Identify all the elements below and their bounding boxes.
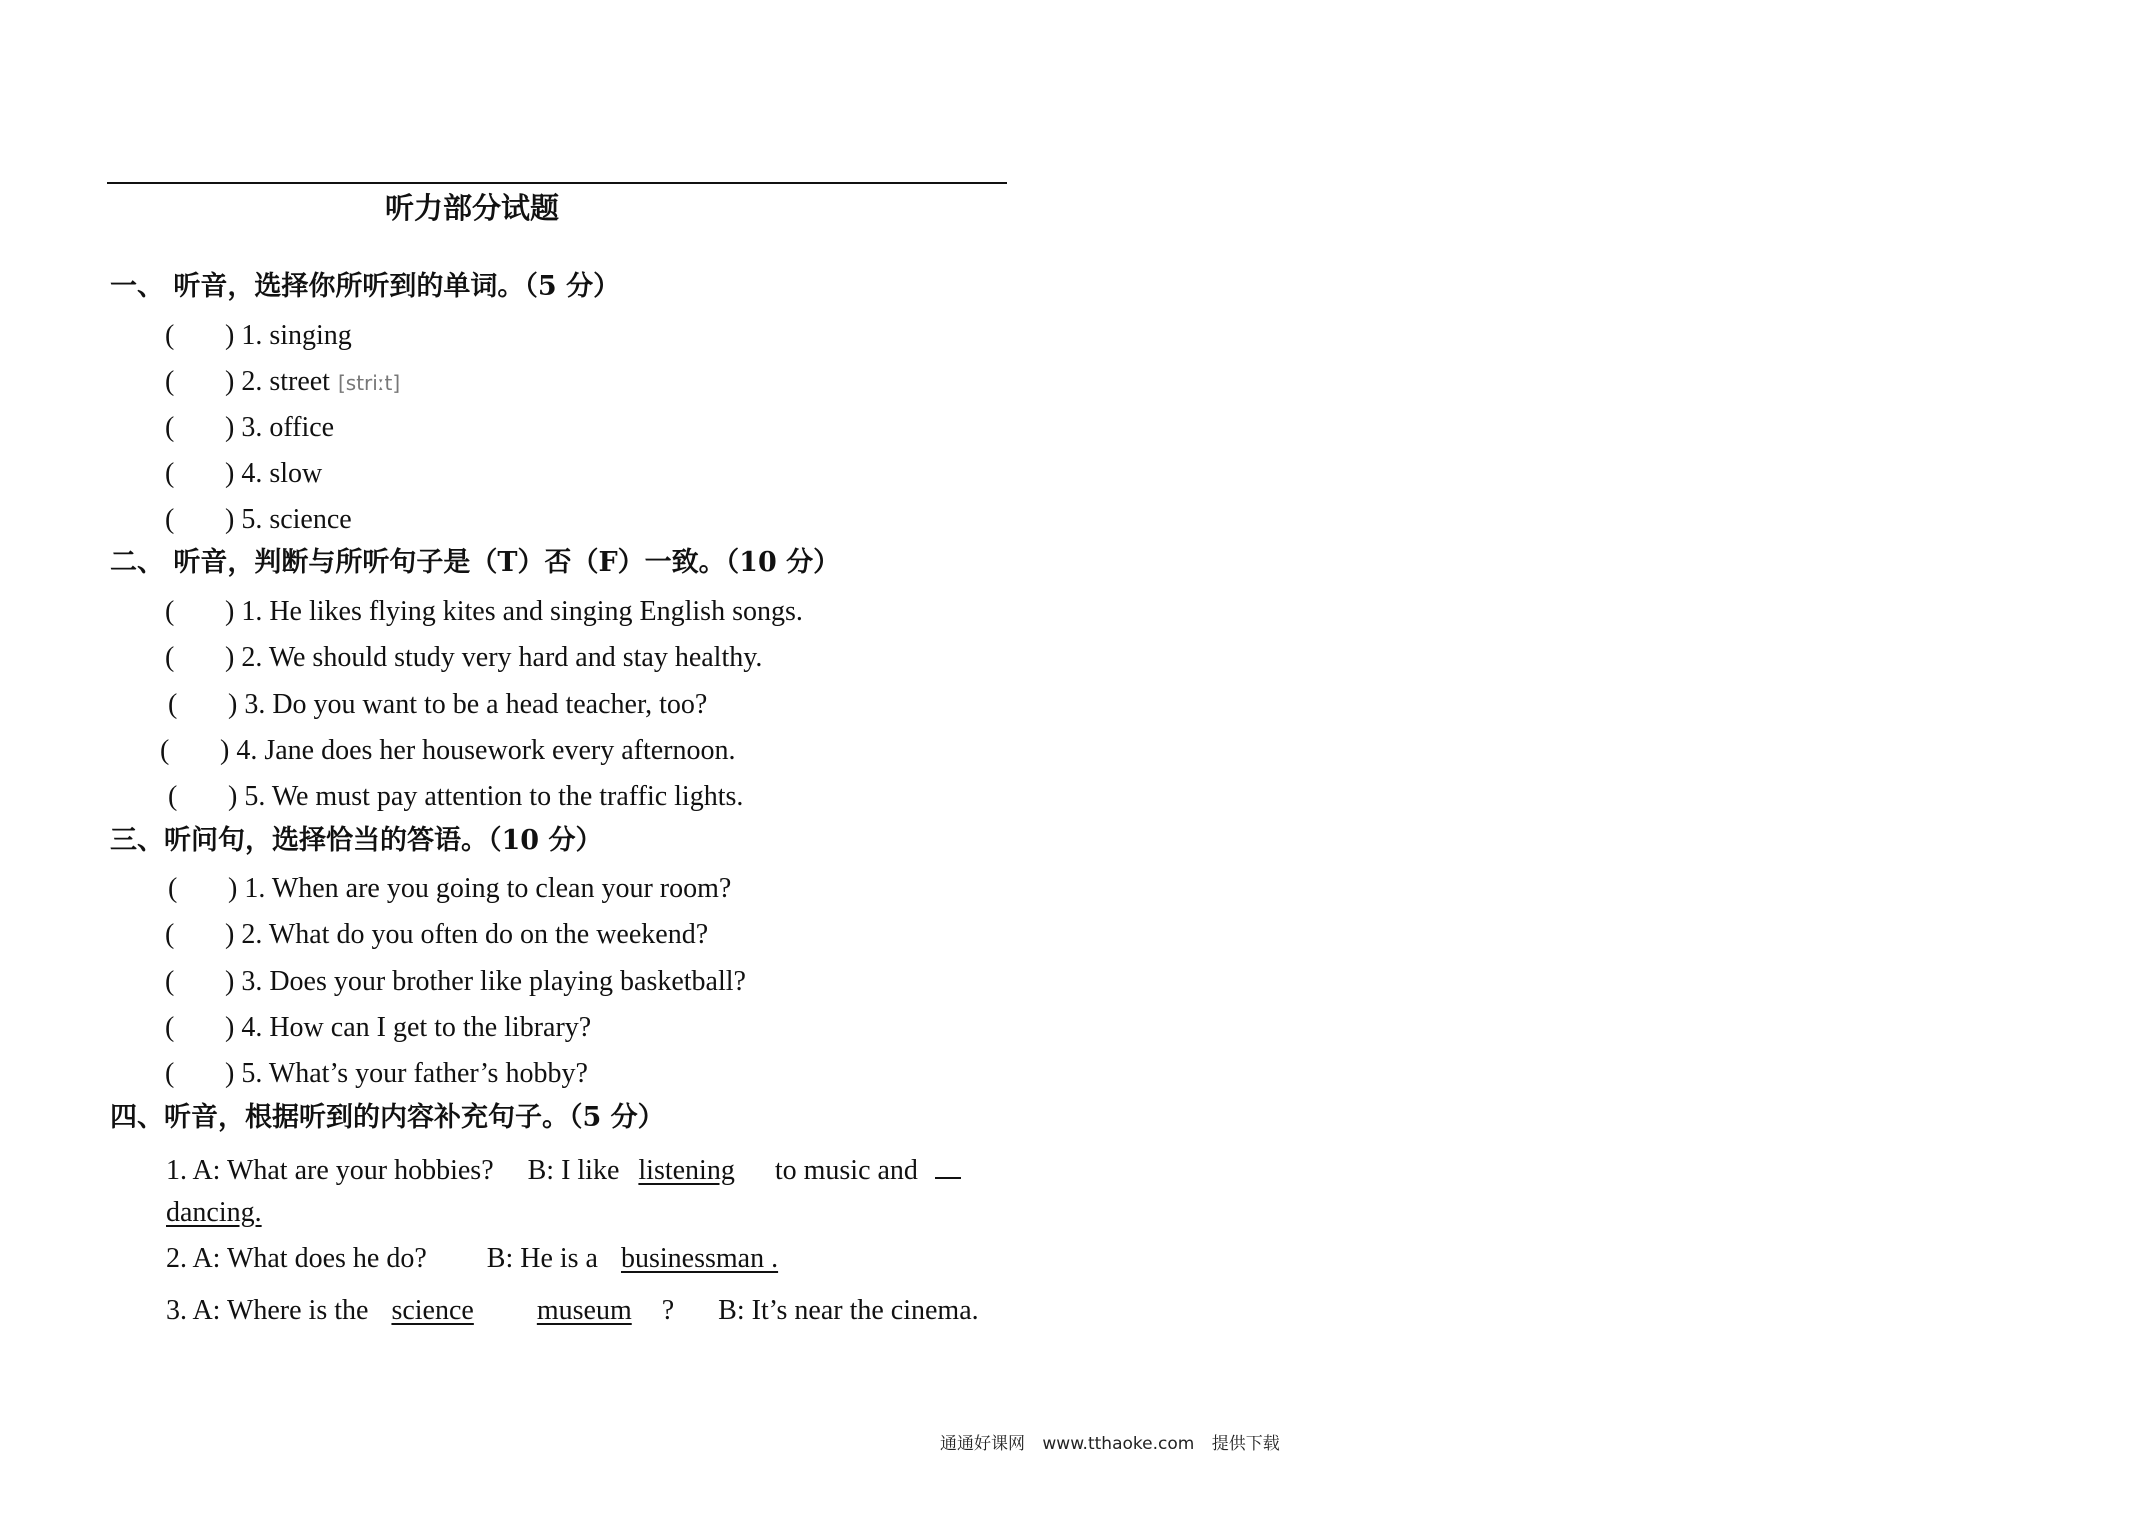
s2-item-3: ( ) 3. Do you want to be a head teacher, too?	[168, 689, 708, 720]
footer-suffix: 提供下载	[1211, 1434, 1280, 1454]
section3-heading: 三、听问句，选择恰当的答语。（10 分）	[110, 825, 603, 856]
s4-q3-line: 3. A: Where is the science museum ? B: It’s near the cinema.	[166, 1293, 979, 1329]
s4-q1-line: 1. A: What are your hobbies? B: I like listening to music and	[166, 1149, 961, 1189]
top-divider	[107, 182, 1007, 184]
page-title: 听力部分试题	[384, 191, 559, 225]
s3-item-1: ( ) 1. When are you going to clean your room?	[168, 873, 732, 904]
s4-q2-line: 2. A: What does he do? B: He is a businessman .	[166, 1241, 778, 1277]
answer-blank: science	[391, 1295, 474, 1326]
answer-blank-lead	[935, 1149, 961, 1179]
s1-item-2: ( ) 2. street [striːt]	[165, 366, 401, 397]
answer-blank: dancing.	[166, 1197, 262, 1228]
footer-url[interactable]: www.tthaoke.com	[1042, 1434, 1195, 1454]
s2-item-4: ( ) 4. Jane does her housework every afternoon.	[160, 735, 736, 766]
section2-heading: 二、 听音，判断与所听句子是（T）否（F）一致。（10 分）	[110, 547, 841, 578]
answer-blank: businessman .	[620, 1243, 779, 1274]
s2-item-1: ( ) 1. He likes flying kites and singing English songs.	[165, 596, 803, 627]
answer-blank: listening	[638, 1155, 735, 1186]
s2-item-2: ( ) 2. We should study very hard and stay healthy.	[165, 642, 763, 673]
footer-credit	[940, 1432, 1292, 1456]
footer-site-name: 通通好课网	[940, 1434, 1025, 1454]
s3-item-3: ( ) 3. Does your brother like playing basketball?	[165, 966, 746, 997]
s1-item-3: ( ) 3. office	[165, 412, 335, 443]
s1-item-4: ( ) 4. slow	[165, 458, 323, 489]
s1-item-1: ( ) 1. singing	[165, 320, 352, 351]
s3-item-4: ( ) 4. How can I get to the library?	[165, 1012, 592, 1043]
s4-q1-cont	[166, 1195, 276, 1231]
s1-item-5: ( ) 5. science	[165, 504, 352, 535]
s2-item-5: ( ) 5. We must pay attention to the traffic lights.	[168, 781, 744, 812]
section4-heading: 四、听音，根据听到的内容补充句子。（5 分）	[110, 1102, 665, 1133]
s3-item-2: ( ) 2. What do you often do on the weekend?	[165, 919, 709, 950]
phonetic-text: [striːt]	[337, 371, 401, 395]
section1-heading: 一、 听音，选择你所听到的单词。（5 分）	[110, 271, 621, 302]
s3-item-5: ( ) 5. What’s your father’s hobby?	[165, 1058, 588, 1089]
answer-blank: museum	[536, 1295, 632, 1326]
